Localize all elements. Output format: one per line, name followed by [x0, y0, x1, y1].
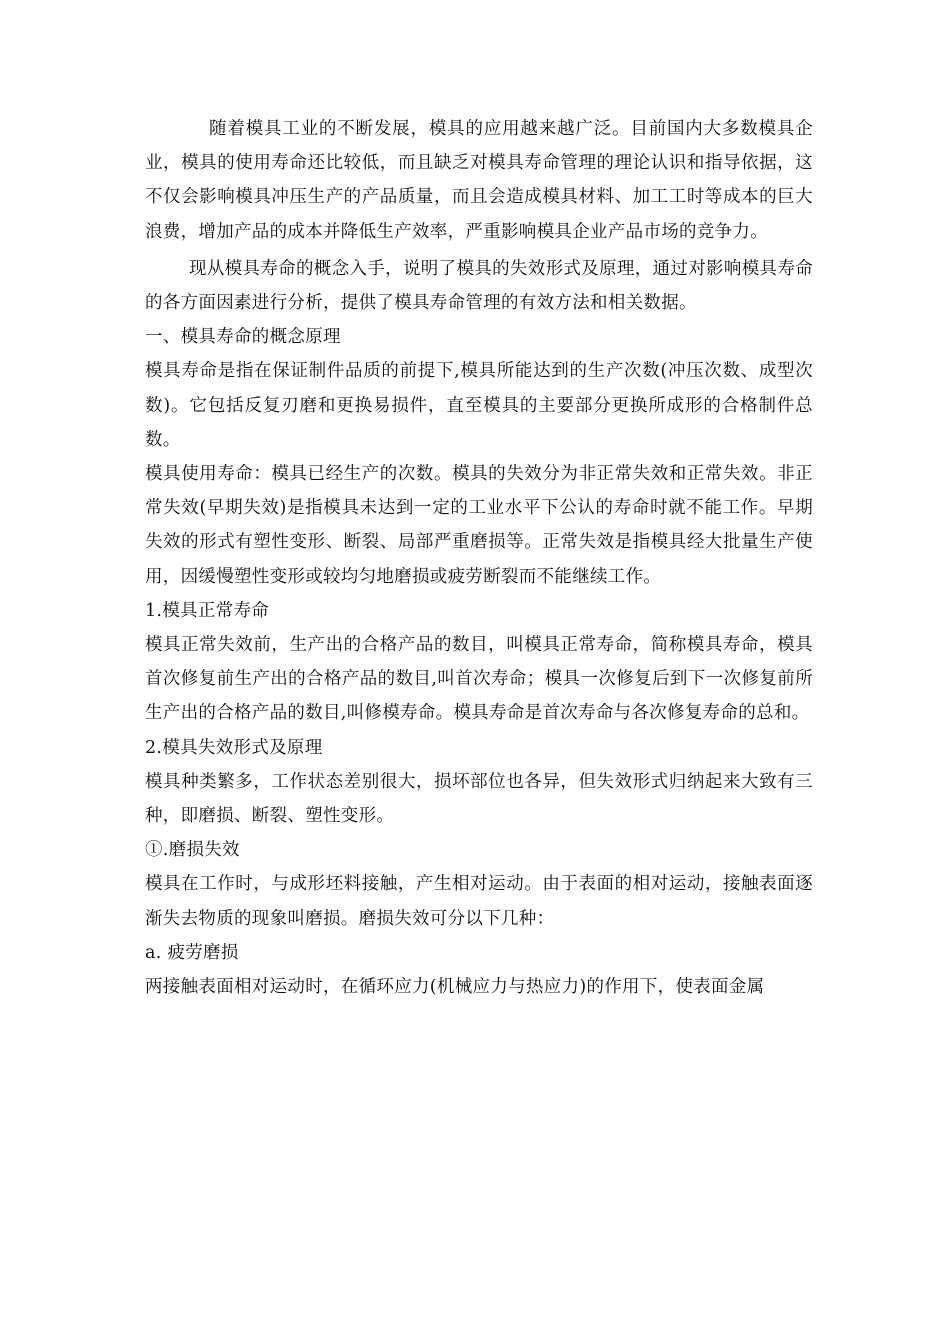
subheading-normal-life: 1.模具正常寿命 — [145, 600, 270, 621]
subheading-failure-forms: 2.模具失效形式及原理 — [145, 737, 323, 758]
normal-life-paragraph: 模具正常失效前，生产出的合格产品的数目，叫模具正常寿命，简称模具寿命，模具首次修复前生产出的合格产品的数目,叫首次寿命；模具一次修复后到下一次修复前所生产出的合格产品的数目,叫修模寿命。模具寿命是首次寿命与各次修复寿命的总和。 — [145, 635, 813, 724]
overview-paragraph: 现从模具寿命的概念入手，说明了模具的失效形式及原理，通过对影响模具寿命的各方面因素进行分析，提供了模具寿命管理的有效方法和相关数据。 — [145, 258, 813, 314]
wear-failure-paragraph: 模具在工作时，与成形坯料接触，产生相对运动。由于表面的相对运动，接触表面逐渐失去物质的现象叫磨损。磨损失效可分以下几种： — [145, 874, 813, 929]
service-life-paragraph: 模具使用寿命：模具已经生产的次数。模具的失效分为非正常失效和正常失效。非正常失效(早期失效)是指模具未达到一定的工业水平下公认的寿命时就不能工作。早期失效的形式有塑性变形、断裂、局部严重磨损等。正常失效是指模具经大批量生产使用，因缓慢塑性变形或较均匀地磨损或疲劳断裂而不能继续工作。 — [145, 464, 813, 587]
subheading-wear-failure: ①.磨损失效 — [145, 840, 240, 861]
document-body — [145, 112, 813, 1004]
fatigue-wear-paragraph: 两接触表面相对运动时，在循环应力(机械应力与热应力)的作用下，使表面金属 — [145, 977, 765, 998]
subheading-fatigue-wear: a. 疲劳磨损 — [145, 942, 239, 963]
definition-paragraph: 模具寿命是指在保证制件品质的前提下,模具所能达到的生产次数(冲压次数、成型次数)。它包括反复刃磨和更换易损件，直至模具的主要部分更换所成形的合格制件总数。 — [145, 361, 813, 450]
section-heading-concept: 一、模具寿命的概念原理 — [145, 327, 341, 348]
intro-paragraph: 随着模具工业的不断发展，模具的应用越来越广泛。目前国内大多数模具企业，模具的使用寿命还比较低，而且缺乏对模具寿命管理的理论认识和指导依据，这不仅会影响模具冲压生产的产品质量，而且会造成模具材料、加工工时等成本的巨大浪费，增加产品的成本并降低生产效率，严重影响模具企业产品市场的竞争力。 — [145, 119, 813, 242]
failure-forms-paragraph: 模具种类繁多，工作状态差别很大，损坏部位也各异，但失效形式归纳起来大致有三种，即磨损、断裂、塑性变形。 — [145, 771, 813, 827]
